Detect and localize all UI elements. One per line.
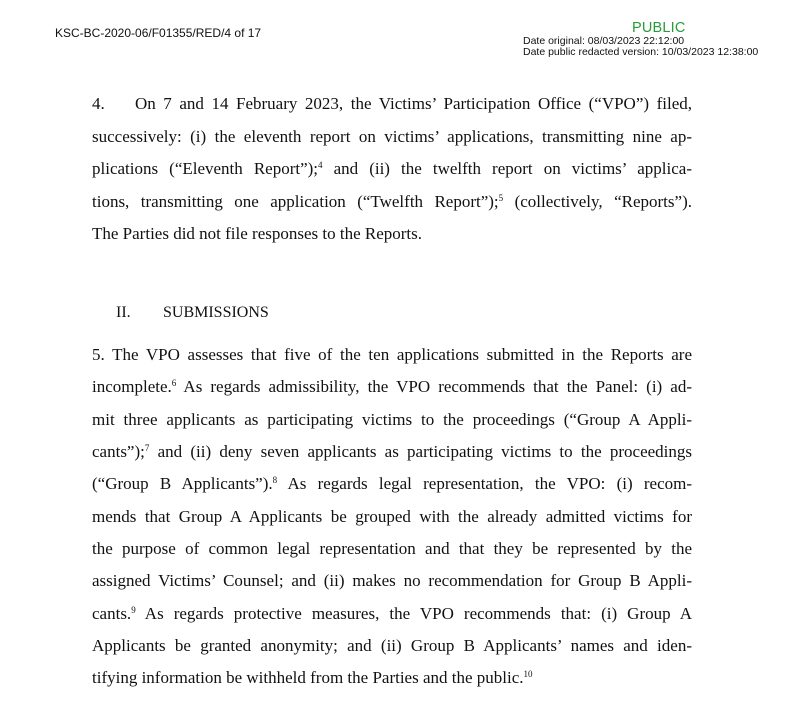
paragraph-line: plications (“Eleventh Report”);$^4$ and (ii) the twelfth report on victims’ applica- [92,159,692,178]
paragraph-line: cants.$^9$ As regards protective measures, the VPO recommends that: (i) Group A [92,604,692,623]
paragraph-line: 5. The VPO assesses that five of the ten applications submitted in the Reports are [92,345,692,364]
paragraph-line: assigned Victims’ Counsel; and (ii) makes no recommendation for Group B Appli- [92,571,692,590]
classification-label: PUBLIC [632,20,686,36]
footnote-ref[interactable]: 5 [498,193,504,203]
paragraph-line: 4. On 7 and 14 February 2023, the Victims’ Participation Office (“VPO”) filed, [92,94,692,113]
footnote-ref[interactable]: 10 [523,669,533,679]
paragraph-line: the purpose of common legal representation and that they be represented by the [92,539,692,558]
footnote-ref[interactable]: 4 [318,160,323,170]
date-original: Date original: 08/03/2023 22:12:00 [523,35,685,47]
paragraph-line: successively: (i) the eleventh report on victims’ applications, transmitting nine ap- [92,127,692,146]
paragraph-line: tions, transmitting one application (“Twelfth Report”);$^5$ (collectively, “Reports”). [92,192,692,211]
paragraph-line: mends that Group A Applicants be grouped with the already admitted victims for [92,507,692,526]
paragraph-line: Applicants be granted anonymity; and (ii) Group B Applicants’ names and iden- [92,636,692,655]
footnote-ref[interactable]: 9 [131,605,136,615]
footnote-ref[interactable]: 6 [171,378,177,388]
document-id: KSC-BC-2020-06/F01355/RED/4 of 17 [55,26,262,40]
footnote-ref[interactable]: 7 [144,443,150,453]
date-public-redacted: Date public redacted version: 10/03/2023 12:38:00 [523,46,759,58]
paragraph-line: mit three applicants as participating victims to the proceedings (“Group A Appli- [92,410,692,429]
paragraph-line: incomplete.$^6$ As regards admissibility, the VPO recommends that the Panel: (i) ad- [92,377,692,396]
section-title: SUBMISSIONS [163,304,269,321]
section-number: II. [116,304,131,321]
paragraph-line: The Parties did not file responses to the Reports. [92,224,423,243]
paragraph-line: tifying information be withheld from the Parties and the public.$^{10}$ [92,668,533,687]
footnote-ref[interactable]: 8 [272,475,278,485]
paragraph-line: (“Group B Applicants”).$^8$ As regards legal representation, the VPO: (i) recom- [92,474,692,493]
paragraph-line: cants”);$^7$ and (ii) deny seven applicants as participating victims to the proceedings [92,442,692,461]
